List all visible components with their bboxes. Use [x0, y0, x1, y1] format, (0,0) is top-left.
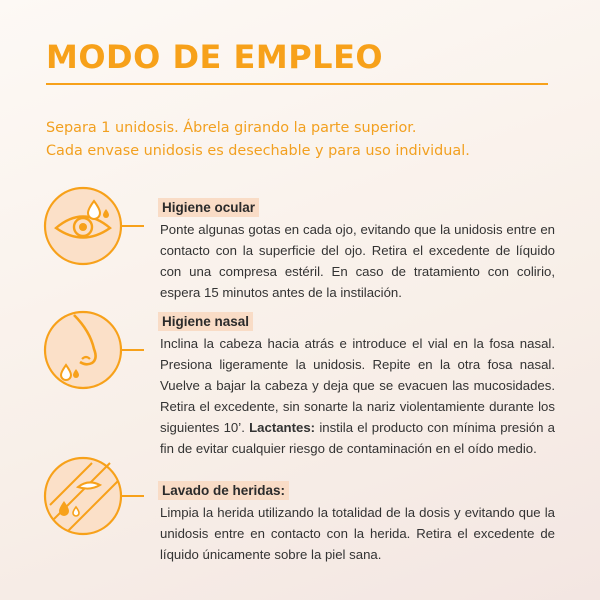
section-eye-hygiene: [160, 198, 555, 303]
text-part: Inclina la cabeza hacia atrás e introduce el vial en la fosa nasal. Presiona ligeramente la unidosis. Repite en la otra fosa nasal. Vuelve a bajar la cabeza y deja que se evacuen las mucosidades. Retira el excedente, sin sonarte la nariz violentamiente durante los siguientes 10’.: [160, 336, 555, 435]
page-title: MODO DE EMPLEO: [46, 38, 384, 76]
text-part: instila el producto con mínima presión a fin de evitar cualquier riesgo de contaminación en el oído medio.: [160, 420, 556, 456]
eye-drop-icon: [44, 187, 122, 265]
title-divider: [46, 83, 548, 85]
section-wound-cleaning: [160, 481, 555, 565]
section-title: Lavado de heridas:: [158, 481, 289, 500]
intro-line-2: Cada envase unidosis es desechable y para uso individual.: [46, 143, 470, 159]
section-text: [160, 333, 555, 459]
intro-line-1: Separa 1 unidosis. Ábrela girando la parte superior.: [46, 120, 417, 136]
section-title: Higiene nasal: [158, 312, 253, 331]
lactantes-label: Lactantes:: [249, 420, 316, 435]
section-text: Limpia la herida utilizando la totalidad de la dosis y evitando que la unidosis entre en contacto con la herida. Retira el excedente de líquido únicamente sobre la piel sana.: [160, 505, 555, 562]
intro-text: [46, 117, 566, 163]
section-title: Higiene ocular: [158, 198, 259, 217]
wound-drop-icon: [44, 457, 122, 535]
nose-drop-icon: [44, 311, 122, 389]
section-nasal-hygiene: [160, 312, 555, 459]
section-text: Ponte algunas gotas en cada ojo, evitando que la unidosis entre en contacto con la superficie del ojo. Retira el excedente de líquido con una compresa estéril. En caso de tratamiento con colirio, espera 15 minutos antes de la instilación.: [160, 222, 555, 300]
